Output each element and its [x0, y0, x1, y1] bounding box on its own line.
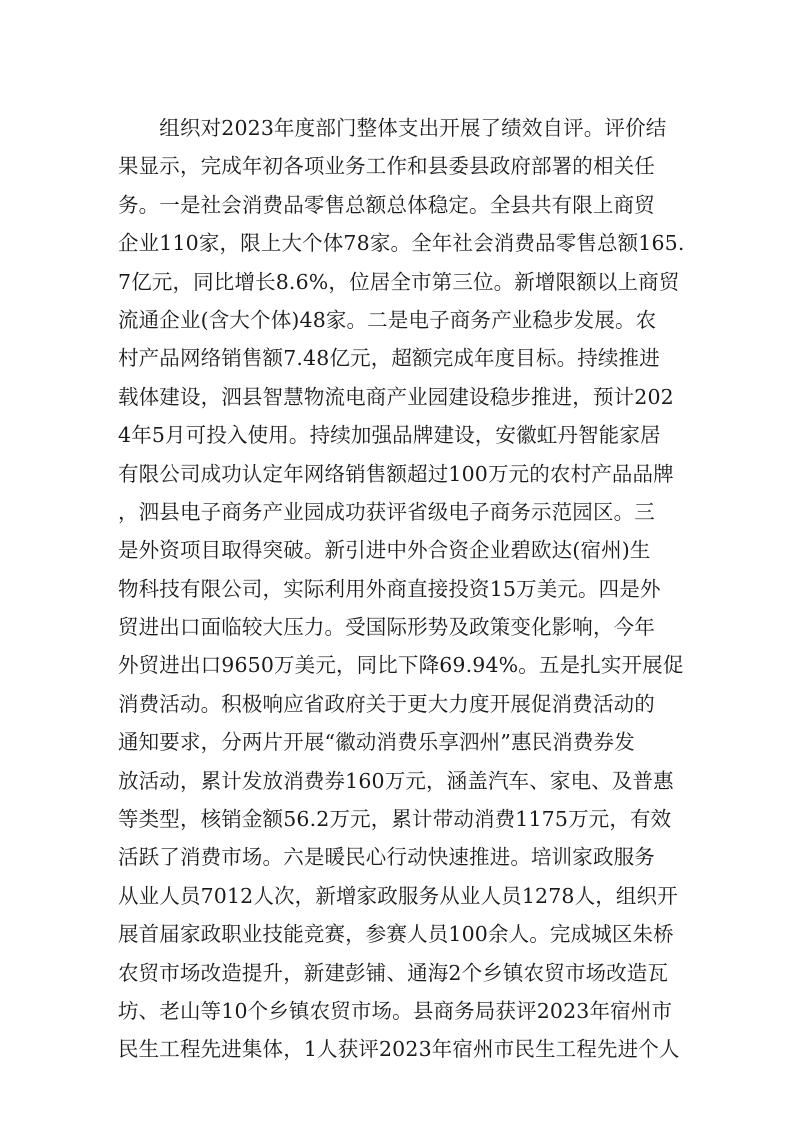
text-line: 是外资项目取得突破。新引进中外合资企业碧欧达(宿州)生: [118, 538, 651, 563]
text-line: 消费活动。积极响应省政府关于更大力度开展促消费活动的: [118, 691, 655, 716]
text-line: 通知要求，分两片开展“徽动消费乐享泗州”惠民消费券发: [118, 730, 635, 755]
text-line: ，泗县电子商务产业园成功获评省级电子商务示范园区。三: [118, 499, 655, 524]
text-line: 展首届家政职业技能竞赛，参赛人员100余人。完成城区朱桥: [118, 922, 674, 947]
text-line: 村产品网络销售额7.48亿元，超额完成年度目标。持续推进: [118, 346, 660, 371]
body-paragraph: [118, 109, 688, 1069]
text-line: 果显示，完成年初各项业务工作和县委县政府部署的相关任: [118, 154, 655, 179]
text-line: 4年5月可投入使用。持续加强品牌建设，安徽虹丹智能家居: [118, 423, 661, 448]
text-line: 有限公司成功认定年网络销售额超过100万元的农村产品品牌: [118, 461, 674, 486]
text-line: 载体建设，泗县智慧物流电商产业园建设稳步推进，预计202: [118, 384, 674, 409]
text-line: 外贸进出口9650万美元，同比下降69.94%。五是扎实开展促: [118, 653, 684, 678]
text-line: 流通企业(含大个体)48家。二是电子商务产业稳步发展。农: [118, 307, 657, 332]
text-line: 等类型，核销金额56.2万元，累计带动消费1175万元，有效: [118, 807, 672, 832]
text-line: 农贸市场改造提升，新建彭铺、通海2个乡镇农贸市场改造瓦: [118, 960, 669, 985]
text-line: 组织对2023年度部门整体支出开展了绩效自评。评价结: [118, 116, 667, 140]
text-line: 从业人员7012人次，新增家政服务从业人员1278人，组织开: [118, 883, 678, 908]
text-line: 活跃了消费市场。六是暖民心行动快速推进。培训家政服务: [118, 845, 655, 870]
text-line: 7亿元，同比增长8.6%，位居全市第三位。新增限额以上商贸: [118, 269, 680, 294]
text-line: 物科技有限公司，实际利用外商直接投资15万美元。四是外: [118, 576, 661, 601]
text-line: 放活动，累计发放消费券160万元，涵盖汽车、家电、及普惠: [118, 768, 674, 793]
text-line: 坊、老山等10个乡镇农贸市场。县商务局获评2023年宿州市: [118, 998, 673, 1023]
text-line: 务。一是社会消费品零售总额总体稳定。全县共有限上商贸: [118, 192, 655, 217]
text-line: 民生工程先进集体，1人获评2023年宿州市民生工程先进个人: [118, 1037, 680, 1062]
text-line: 贸进出口面临较大压力。受国际形势及政策变化影响，今年: [118, 615, 655, 640]
text-line: 企业110家，限上大个体78家。全年社会消费品零售总额165.: [118, 231, 685, 256]
